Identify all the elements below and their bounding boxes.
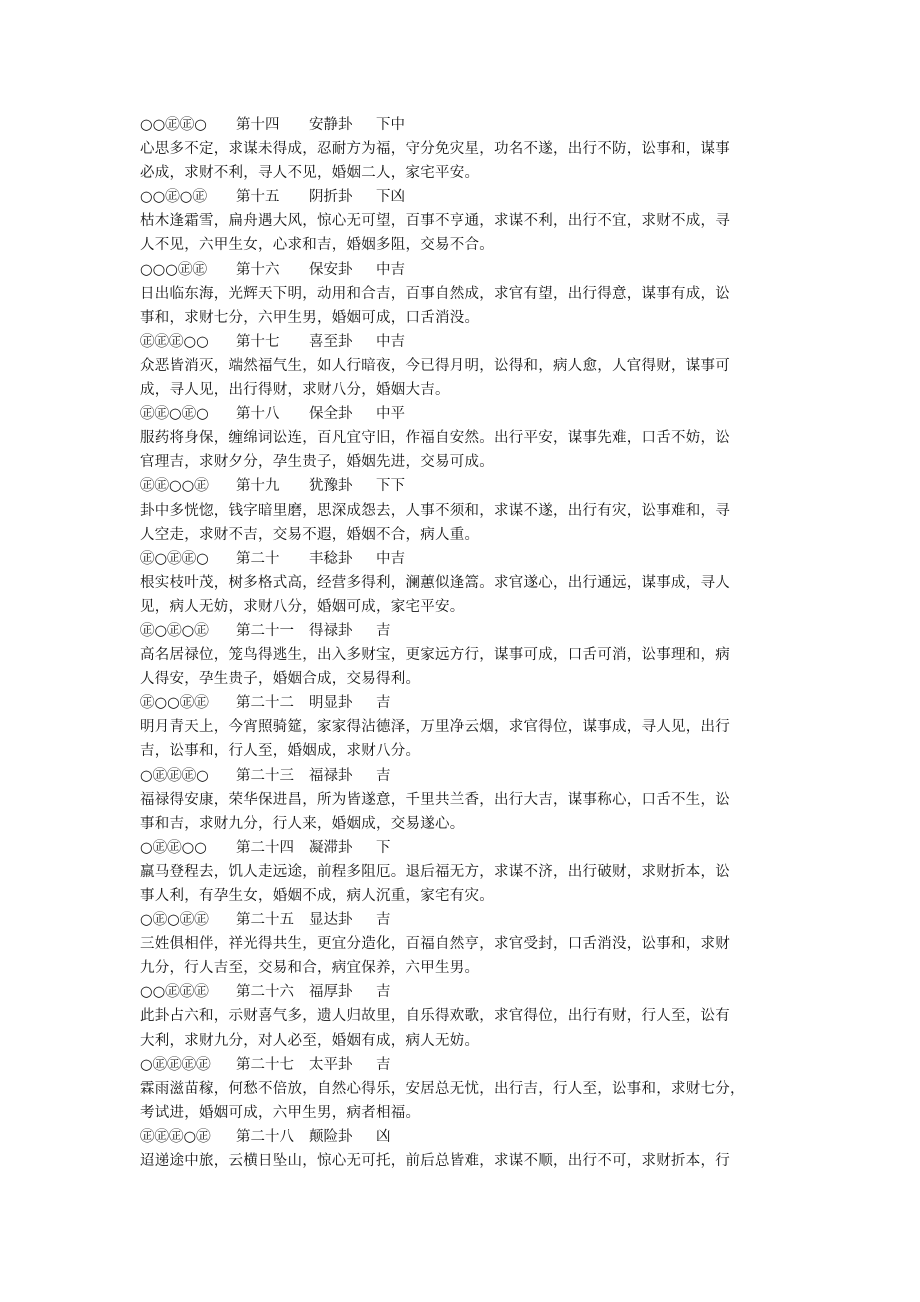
entry-text-line: 众恶皆消灭，端然福气生，如人行暗夜，今已得月明，讼得和，病人愈，人官得财，谋事可 xyxy=(140,357,730,374)
entry-result: 凶 xyxy=(376,1128,391,1145)
entry-number: 第十六 xyxy=(236,261,280,278)
entry-result: 吉 xyxy=(376,912,391,929)
entry-name: 阴折卦 xyxy=(309,189,353,206)
divination-entry xyxy=(140,402,785,474)
entry-text-line: 枯木逢霜雪，扁舟遇大风，惊心无可望，百事不亨通，求谋不利，出行不宜，求财不成，寻 xyxy=(140,213,730,230)
divination-entry xyxy=(140,1053,785,1125)
hexagram-symbols: ○㊣㊣㊣㊣ xyxy=(140,1056,211,1073)
hexagram-symbols: ○○㊣㊣㊣ xyxy=(140,984,209,1001)
hexagram-symbols: ○㊣○㊣㊣ xyxy=(140,912,209,929)
entry-result: 吉 xyxy=(376,767,391,784)
entry-text-line: 三姓俱相伴，祥光得共生，更宜分造化，百福自然亨，求官受封，口舌消没，讼事和，求财 xyxy=(140,936,730,953)
entry-name: 福厚卦 xyxy=(309,984,353,1001)
hexagram-symbols: ○㊣㊣○○ xyxy=(140,839,207,856)
entry-name: 得禄卦 xyxy=(309,622,353,639)
divination-entry xyxy=(140,980,785,1052)
entry-name: 喜至卦 xyxy=(309,333,353,350)
entry-text-line: 服药将身保，缠绵词讼连，百凡宜守旧，作福自安然。出行平安，谋事先难，口舌不妨，讼 xyxy=(140,430,730,447)
entry-text-line: 必成，求财不利，寻人不见，婚姻二人，家宅平安。 xyxy=(140,165,480,182)
entry-text-line: 人不见，六甲生女，心求和吉，婚姻多阻，交易不合。 xyxy=(140,237,494,254)
divination-entry xyxy=(140,547,785,619)
entry-name: 凝滞卦 xyxy=(309,839,353,856)
entry-text-line: 考试进，婚姻可成，六甲生男，病者相福。 xyxy=(140,1104,421,1121)
entry-result: 吉 xyxy=(376,695,391,712)
divination-entry xyxy=(140,474,785,546)
entry-text-line: 高名居禄位，笼鸟得逃生，出入多财宝，更家远方行，谋事可成，口舌可消，讼事理和，病 xyxy=(140,647,730,664)
entry-result: 下凶 xyxy=(376,189,405,206)
entry-result: 下 xyxy=(376,839,391,856)
entry-text-line: 事和吉，求财九分，行人来，婚姻成，交易遂心。 xyxy=(140,815,465,832)
entry-number: 第十五 xyxy=(236,189,280,206)
hexagram-symbols: ㊣○㊣○㊣ xyxy=(140,622,209,639)
entry-name: 安静卦 xyxy=(309,117,353,133)
entry-result: 下中 xyxy=(376,117,405,133)
entry-result: 吉 xyxy=(376,1056,391,1073)
entry-number: 第二十三 xyxy=(236,767,294,784)
entry-number: 第二十二 xyxy=(236,695,294,712)
hexagram-symbols: ㊣○㊣㊣○ xyxy=(140,550,209,567)
entry-result: 中吉 xyxy=(376,550,405,567)
entry-text-line: 大利，求财九分，对人必至，婚姻有成，病人无妨。 xyxy=(140,1032,480,1049)
entry-header xyxy=(140,1125,785,1149)
entry-text-line: 事和，求财七分，六甲生男，婚姻可成，口舌消没。 xyxy=(140,309,480,326)
entry-text-line: 日出临东海，光辉天下明，动用和合吉，百事自然成，求官有望，出行得意，谋事有成，讼 xyxy=(140,285,730,302)
entry-header xyxy=(140,113,785,137)
entry-header xyxy=(140,330,785,354)
divination-entry xyxy=(140,1125,785,1173)
hexagram-symbols: ○㊣㊣㊣○ xyxy=(140,767,209,784)
entry-text-line: 官理吉，求财夕分，孕生贵子，婚姻先进，交易可成。 xyxy=(140,454,494,471)
entry-text-line: 此卦占六和，示财喜气多，遗人归故里，自乐得欢歌，求官得位，出行有财，行人至，讼有 xyxy=(140,1008,730,1025)
entry-header xyxy=(140,691,785,715)
entry-text-line: 成，寻人见，出行得财，求财八分，婚姻大吉。 xyxy=(140,382,450,399)
divination-entry xyxy=(140,330,785,402)
entry-text-line: 事人利，有孕生女，婚姻不成，病人沉重，家宅有灾。 xyxy=(140,888,494,904)
entry-result: 中平 xyxy=(376,406,405,423)
entry-name: 福禄卦 xyxy=(309,767,353,784)
entry-header xyxy=(140,547,785,571)
divination-entry xyxy=(140,185,785,257)
entry-result: 中吉 xyxy=(376,261,405,278)
entry-name: 丰稔卦 xyxy=(309,550,353,567)
entry-header xyxy=(140,836,785,860)
hexagram-symbols: ㊣㊣㊣○○ xyxy=(140,333,209,350)
entry-text-line: 霖雨滋苗稼，何愁不倍放，自然心得乐，安居总无忧，出行吉，行人至，讼事和，求财七分， xyxy=(140,1080,745,1097)
divination-entry xyxy=(140,619,785,691)
entry-header xyxy=(140,185,785,209)
divination-entry xyxy=(140,764,785,836)
hexagram-symbols: ㊣㊣○○㊣ xyxy=(140,478,209,495)
hexagram-symbols: ㊣㊣㊣○㊣ xyxy=(140,1128,211,1145)
entry-header xyxy=(140,474,785,498)
entry-text-line: 卦中多恍惚，钱字暗里磨，思深成怨去，人事不须和，求谋不遂，出行有灾，讼事难和，寻 xyxy=(140,502,730,519)
entry-number: 第二十六 xyxy=(236,984,294,1001)
hexagram-symbols: ㊣○○㊣㊣ xyxy=(140,695,209,712)
divination-entry xyxy=(140,836,785,908)
entry-text-line: 明月青天上，今宵照骑筵，家家得沾德泽，万里净云烟，求官得位，谋事成，寻人见，出行 xyxy=(140,719,730,736)
entry-header xyxy=(140,402,785,426)
document-page xyxy=(140,113,785,1173)
entry-header xyxy=(140,764,785,788)
entry-text-line: 人得安，孕生贵子，婚姻合成，交易得利。 xyxy=(140,671,421,688)
entry-number: 第二十一 xyxy=(236,622,294,639)
entry-text-line: 心思多不定，求谋未得成，忍耐方为福，守分免灾星，功名不遂，出行不防，讼事和，谋事 xyxy=(140,141,730,158)
hexagram-symbols: ㊣㊣○㊣○ xyxy=(140,406,209,423)
entry-name: 保安卦 xyxy=(309,261,353,278)
entry-text-line: 吉，讼事和，行人至，婚姻成，求财八分。 xyxy=(140,743,421,760)
hexagram-symbols: ○○㊣○㊣ xyxy=(140,189,207,206)
entry-text-line: 九分，行人吉至，交易和合，病宜保养，六甲生男。 xyxy=(140,960,480,977)
entry-name: 明显卦 xyxy=(309,695,353,712)
divination-entry xyxy=(140,908,785,980)
entry-name: 太平卦 xyxy=(309,1056,353,1073)
entry-name: 颠险卦 xyxy=(309,1128,353,1145)
entry-number: 第二十七 xyxy=(236,1056,294,1073)
hexagram-symbols: ○○㊣㊣○ xyxy=(140,117,207,133)
entry-header xyxy=(140,908,785,932)
entry-name: 保全卦 xyxy=(309,406,353,423)
divination-entry xyxy=(140,691,785,763)
entry-text-line: 迢递途中旅，云横日坠山，惊心无可托，前后总皆难，求谋不顺，出行不可，求财折本，行 xyxy=(140,1153,730,1170)
entry-header xyxy=(140,980,785,1004)
entry-number: 第十九 xyxy=(236,478,280,495)
entry-header xyxy=(140,619,785,643)
hexagram-symbols: ○○○㊣㊣ xyxy=(140,261,207,278)
entry-text-line: 见，病人无妨，求财八分，婚姻可成，家宅平安。 xyxy=(140,598,465,615)
entry-number: 第十八 xyxy=(236,406,280,423)
entry-text-line: 根实枝叶茂，树多格式高，经营多得利，澜蕙似逢篙。求官遂心，出行通远，谋事成，寻人 xyxy=(140,574,730,591)
entry-number: 第十七 xyxy=(236,333,280,350)
entry-result: 中吉 xyxy=(376,333,405,350)
entry-name: 显达卦 xyxy=(309,912,353,929)
entry-result: 吉 xyxy=(376,984,391,1001)
divination-entry xyxy=(140,113,785,185)
entry-text-line: 福禄得安康，荣华保进昌，所为皆遂意，千里共兰香，出行大吉，谋事称心，口舌不生，讼 xyxy=(140,791,730,808)
entry-number: 第二十四 xyxy=(236,839,294,856)
entry-number: 第二十八 xyxy=(236,1128,294,1145)
entry-result: 吉 xyxy=(376,622,391,639)
entry-number: 第十四 xyxy=(236,117,280,133)
entry-number: 第二十五 xyxy=(236,912,294,929)
entry-text-line: 羸马登程去，饥人走远途，前程多阻厄。退后福无方，求谋不济，出行破财，求财折本，讼 xyxy=(140,863,730,880)
entry-text-line: 人空走，求财不吉，交易不遐，婚姻不合，病人重。 xyxy=(140,526,480,543)
entry-header xyxy=(140,1053,785,1077)
divination-entry xyxy=(140,258,785,330)
entry-result: 下下 xyxy=(376,478,405,495)
entry-header xyxy=(140,258,785,282)
entry-number: 第二十 xyxy=(236,550,280,567)
entry-name: 犹豫卦 xyxy=(309,478,353,495)
